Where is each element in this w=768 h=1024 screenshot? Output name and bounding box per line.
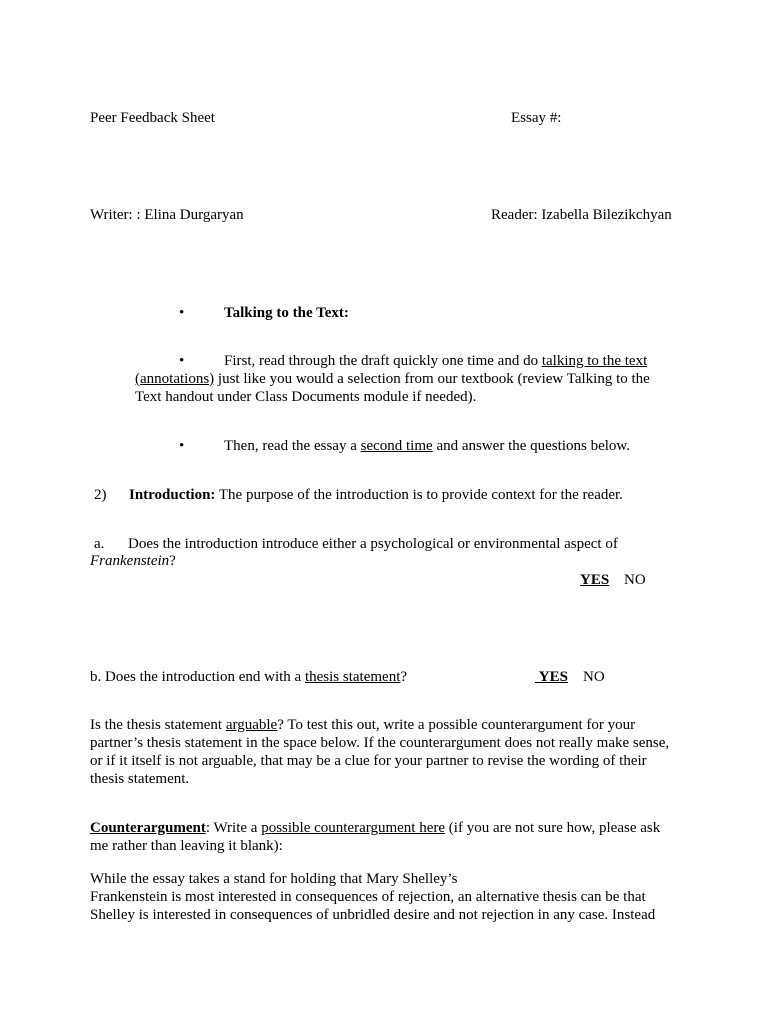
essay-number-label: Essay #: <box>511 110 562 126</box>
counterargument-label: Counterargument <box>90 820 206 836</box>
instruction-2-text-cont: and answer the questions below. <box>432 438 631 454</box>
counterargument-line-1 <box>90 819 660 837</box>
response-line-3: Shelley is interested in consequences of unbridled desire and not rejection in any case. Instead <box>90 907 656 923</box>
section-number: 2) <box>94 487 107 503</box>
talking-heading: Talking to the Text: <box>224 305 349 321</box>
counterargument-line-2: me rather than leaving it blank): <box>90 838 283 854</box>
bullet-icon: • <box>179 438 185 454</box>
question-mark: ? <box>400 669 408 685</box>
annotations-link: (annotations) <box>135 371 215 387</box>
bullet-icon: • <box>179 305 185 321</box>
arguable-post: ? To test this out, write a possible counterargument for your <box>277 717 636 733</box>
question-a-yes[interactable] <box>580 571 609 589</box>
introduction-label: Introduction: <box>129 487 216 503</box>
question-b-yes[interactable] <box>535 668 568 686</box>
instruction-2-text: Then, read the essay a <box>224 438 361 454</box>
yes-label: YES <box>538 669 568 685</box>
writer-name: Writer: : Elina Durgaryan <box>90 207 244 223</box>
instruction-1-text: First, read through the draft quickly one time and do <box>224 353 542 369</box>
instruction-1-line-3: Text handout under Class Documents module if needed). <box>135 389 477 405</box>
question-mark: ? <box>169 553 176 569</box>
question-b-pre: b. Does the introduction end with a <box>90 669 305 685</box>
question-a-letter: a. <box>94 536 105 552</box>
yes-answer-selected: YES <box>580 572 610 588</box>
thesis-statement-link: thesis statement <box>304 669 401 685</box>
sheet-title: Peer Feedback Sheet <box>90 110 215 126</box>
instruction-1-text-cont: just like you would a selection from our textbook (review Talking to the <box>214 371 650 387</box>
yes-answer-selected <box>535 669 568 685</box>
question-b-no[interactable]: NO <box>583 669 605 685</box>
instruction-2-line <box>224 437 630 455</box>
question-a-no[interactable]: NO <box>624 572 646 588</box>
arguable-link: arguable <box>225 717 278 733</box>
arguable-line-2: partner’s thesis statement in the space below. If the counterargument does not really make sense, <box>90 735 670 751</box>
frankenstein-title: Frankenstein <box>90 553 170 569</box>
question-b-text <box>90 668 407 686</box>
arguable-line-3: or if it itself is not arguable, that may be a clue for your partner to revise the wording of their <box>90 753 647 769</box>
instruction-1-line-1 <box>224 352 647 370</box>
arguable-line-4: thesis statement. <box>90 771 190 787</box>
response-line-1: While the essay takes a stand for holding that Mary Shelley’s <box>90 871 458 887</box>
introduction-text: The purpose of the introduction is to provide context for the reader. <box>215 487 623 503</box>
reader-name: Reader: Izabella Bilezikchyan <box>491 207 672 223</box>
bullet-icon: • <box>179 353 185 369</box>
possible-counterargument-link: possible counterargument here <box>261 820 446 836</box>
counter-post: (if you are not sure how, please ask <box>445 820 661 836</box>
talking-to-text-link: talking to the text <box>541 353 648 369</box>
instruction-1-line-2 <box>135 370 650 388</box>
arguable-pre: Is the thesis statement <box>90 717 226 733</box>
response-line-2: Frankenstein is most interested in consequences of rejection, an alternative thesis can be that <box>90 889 646 905</box>
second-time-link: second time <box>360 438 433 454</box>
question-a-text: Does the introduction introduce either a psychological or environmental aspect of <box>128 536 618 552</box>
counter-pre: : Write a <box>205 820 262 836</box>
arguable-line-1 <box>90 716 635 734</box>
introduction-line <box>129 486 623 504</box>
question-a-line-2 <box>90 552 176 570</box>
